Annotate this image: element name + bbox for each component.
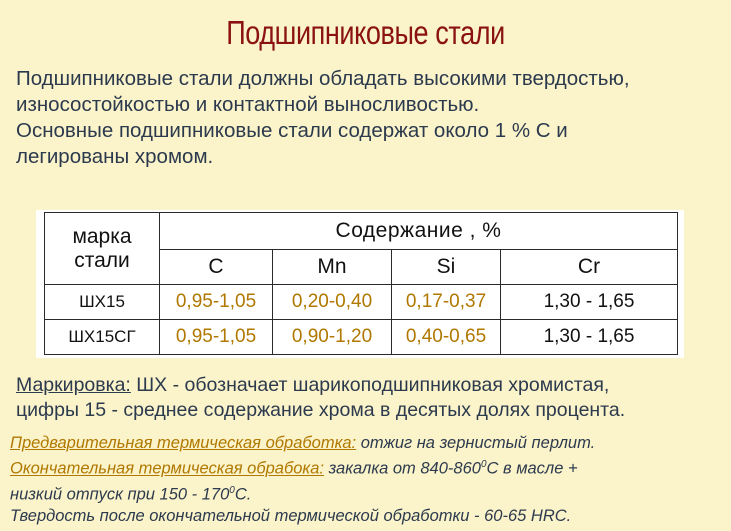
page-title: Подшипниковые стали bbox=[226, 14, 505, 51]
si-cell: 0,17-0,37 bbox=[392, 285, 501, 320]
tempering-text-2: С. bbox=[234, 485, 252, 503]
final-treatment-text-2: С в масле + bbox=[486, 459, 578, 478]
marking-text: ШХ - обозначает шарикоподшипниковая хромистая, bbox=[130, 374, 610, 396]
degree-mark: 0 bbox=[229, 484, 235, 496]
final-treatment-line bbox=[10, 454, 725, 480]
intro-line: Основные подшипниковые стали содержат около 1 % С и bbox=[16, 119, 568, 142]
mn-cell: 0,20-0,40 bbox=[273, 285, 392, 320]
final-treatment-label: Окончательная термическая обрабока: bbox=[10, 459, 324, 478]
cr-cell: 1,30 - 1,65 bbox=[501, 320, 678, 355]
pre-treatment-text: отжиг на зернистый перлит. bbox=[356, 434, 596, 452]
grade-header-line-1: марка bbox=[72, 224, 132, 248]
final-treatment-text: закалка от 840-860 bbox=[323, 459, 481, 478]
content-header: Содержание , % bbox=[160, 213, 678, 250]
intro-line: Подшипниковые стали должны обладать высокими твердостью, bbox=[16, 67, 630, 90]
element-header-si: Si bbox=[392, 250, 501, 285]
heat-treatment-notes bbox=[10, 432, 725, 527]
tempering-text: низкий отпуск при 150 - 170 bbox=[10, 485, 230, 503]
grade-cell: ШХ15СГ bbox=[45, 320, 160, 355]
intro-text bbox=[16, 66, 721, 170]
c-cell: 0,95-1,05 bbox=[160, 320, 273, 355]
degree-mark: 0 bbox=[480, 459, 487, 470]
cr-cell: 1,30 - 1,65 bbox=[501, 285, 678, 320]
pre-treatment-label: Предварительная термическая обработка: bbox=[10, 434, 357, 452]
element-header-c: C bbox=[160, 250, 273, 285]
si-cell: 0,40-0,65 bbox=[392, 320, 501, 355]
grade-header bbox=[45, 213, 160, 285]
element-header-cr: Cr bbox=[501, 250, 678, 285]
table-row bbox=[45, 320, 678, 355]
mn-cell: 0,90-1,20 bbox=[273, 320, 392, 355]
intro-line: износостойкостью и контактной выносливостью. bbox=[16, 93, 480, 116]
marking-explanation bbox=[16, 373, 726, 423]
marking-text-2: цифры 15 - среднее содержание хрома в десятых долях процента. bbox=[16, 399, 626, 421]
c-cell: 0,95-1,05 bbox=[160, 285, 273, 320]
hardness-line: Твердость после окончательной термической обработки - 60-65 HRC. bbox=[10, 507, 572, 525]
marking-label: Маркировка: bbox=[16, 374, 131, 396]
grade-cell: ШХ15 bbox=[45, 285, 160, 320]
tempering-line bbox=[10, 480, 725, 506]
intro-line: легированы хромом. bbox=[16, 145, 214, 168]
element-header-mn: Mn bbox=[273, 250, 392, 285]
pre-treatment-line bbox=[10, 432, 725, 454]
grade-header-line-2: стали bbox=[74, 248, 130, 272]
steel-composition-table bbox=[44, 212, 678, 355]
table-row bbox=[45, 285, 678, 320]
